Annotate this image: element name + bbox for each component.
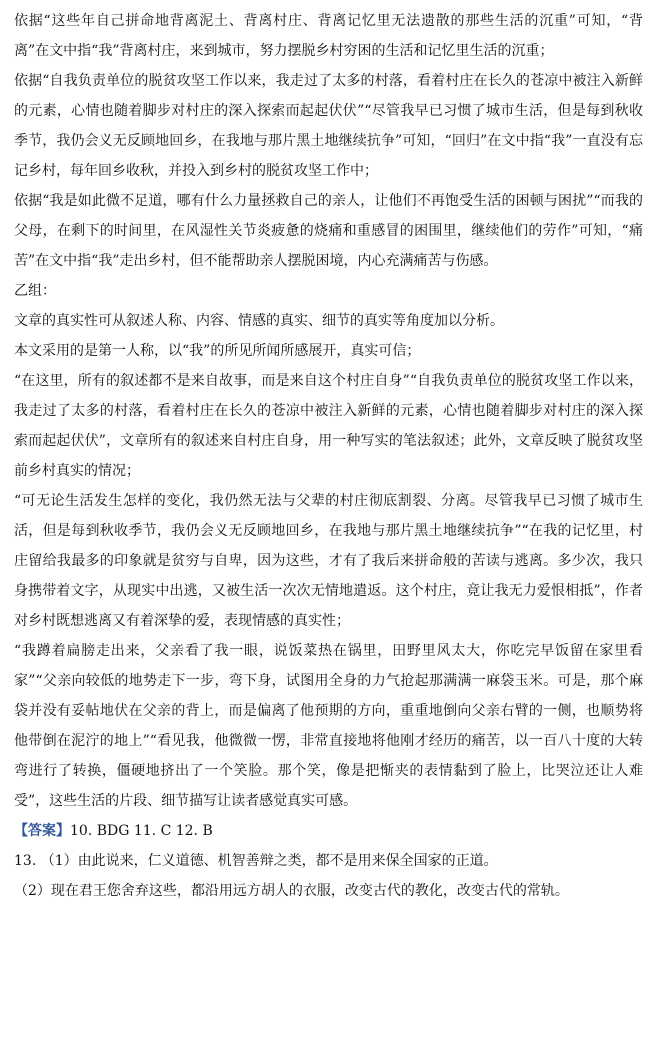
paragraph-first-person: 本文采用的是第一人称，以“我”的所见所闻所感展开，真实可信；: [14, 343, 421, 359]
answer-tag: 【答案】: [14, 823, 70, 839]
question-13-part-2: （2）现在君王您舍弃这些，都沿用远方胡人的衣服，改变古代的教化，改变古代的常轨。: [14, 883, 569, 899]
paragraph-huigui: 依据“自我负责单位的脱贫攻坚工作以来，我走过了太多的村落，看着村庄在长久的苍凉中被注入新鲜的元素，心情也随着脚步对村庄的深入探索而起起伏伏”“尽管我早已习惯了城市生活，但是每到秋收季节，我仍会义无反顾地回乡，在我地与那片黑土地继续抗争”可知，“回归”在文中指“我”一直没有忘记乡村，每年回乡收秋，并投入到乡村的脱贫攻坚工作中；: [14, 73, 643, 179]
paragraph-details: “我蹲着扁膀走出来，父亲看了我一眼，说饭菜热在锅里，田野里风太大，你吃完早饭留在家里看家”“父亲向较低的地势走下一步，弯下身，试图用全身的力气抢起那满满一麻袋玉米。可是，那个麻袋并没有妥帖地伏在父亲的背上，而是偏离了他预期的方向，重重地倒向父亲右臂的一侧，也顺势将他带倒在泥泞的地上”“看见我，他微微一愣，非常直接地将他刚才经历的痛苦，以一百八十度的大转弯进行了转换，僵硬地挤出了一个笑脸。那个笑，像是把惭夹的表情黏到了脸上，比哭泣还让人难受”，这些生活的片段、细节描写让读者感觉真实可感。: [14, 643, 643, 809]
group-label: 乙组：: [14, 283, 56, 299]
answer-values: 10. BDG 11. C 12. B: [70, 823, 213, 839]
paragraph-authenticity-intro: 文章的真实性可从叙述人称、内容、情感的真实、细节的真实等角度加以分析。: [14, 313, 504, 329]
paragraph-beili: 依据“这些年自己拼命地背离泥土、背离村庄、背离记忆里无法遗散的那些生活的沉重”可知，“背离”在文中指“我”背离村庄，来到城市，努力摆脱乡村穷困的生活和记忆里生活的沉重；: [14, 13, 643, 59]
paragraph-tongku: 依据“我是如此微不足道，哪有什么力量拯救自己的亲人，让他们不再饱受生活的困顿与困扰”“而我的父母，在剩下的时间里，在风湿性关节炎疲惫的烧痛和重感冒的困围里，继续他们的劳作”可知，“痛苦”在文中指“我”走出乡村，但不能帮助亲人摆脱困境，内心充满痛苦与伤感。: [14, 193, 643, 269]
answer-line: [14, 816, 643, 846]
question-13-part-1: 13. （1）由此说来，仁义道德、机智善辩之类，都不是用来保全国家的正道。: [14, 853, 498, 869]
paragraph-narration-source: “在这里，所有的叙述都不是来自故事，而是来自这个村庄自身”“自我负责单位的脱贫攻坚工作以来，我走过了太多的村落，看着村庄在长久的苍凉中被注入新鲜的元素，心情也随着脚步对村庄的深入探索而起起伏伏”，文章所有的叙述来自村庄自身，用一种写实的笔法叙述；此外，文章反映了脱贫攻坚前乡村真实的情况；: [14, 373, 643, 479]
paragraph-emotion: “可无论生活发生怎样的变化，我仍然无法与父辈的村庄彻底割裂、分离。尽管我早已习惯了城市生活，但是每到秋收季节，我仍会义无反顾地回乡，在我地与那片黑土地继续抗争”“在我的记忆里，村庄留给我最多的印象就是贫穷与自卑，因为这些，才有了我后来拼命般的苦读与逃离。多少次，我只身携带着文字，从现实中出逃，又被生活一次次无情地遣返。这个村庄，竟让我无力爱恨相抵”，作者对乡村既想逃离又有着深挚的爱，表现情感的真实性；: [14, 493, 643, 629]
